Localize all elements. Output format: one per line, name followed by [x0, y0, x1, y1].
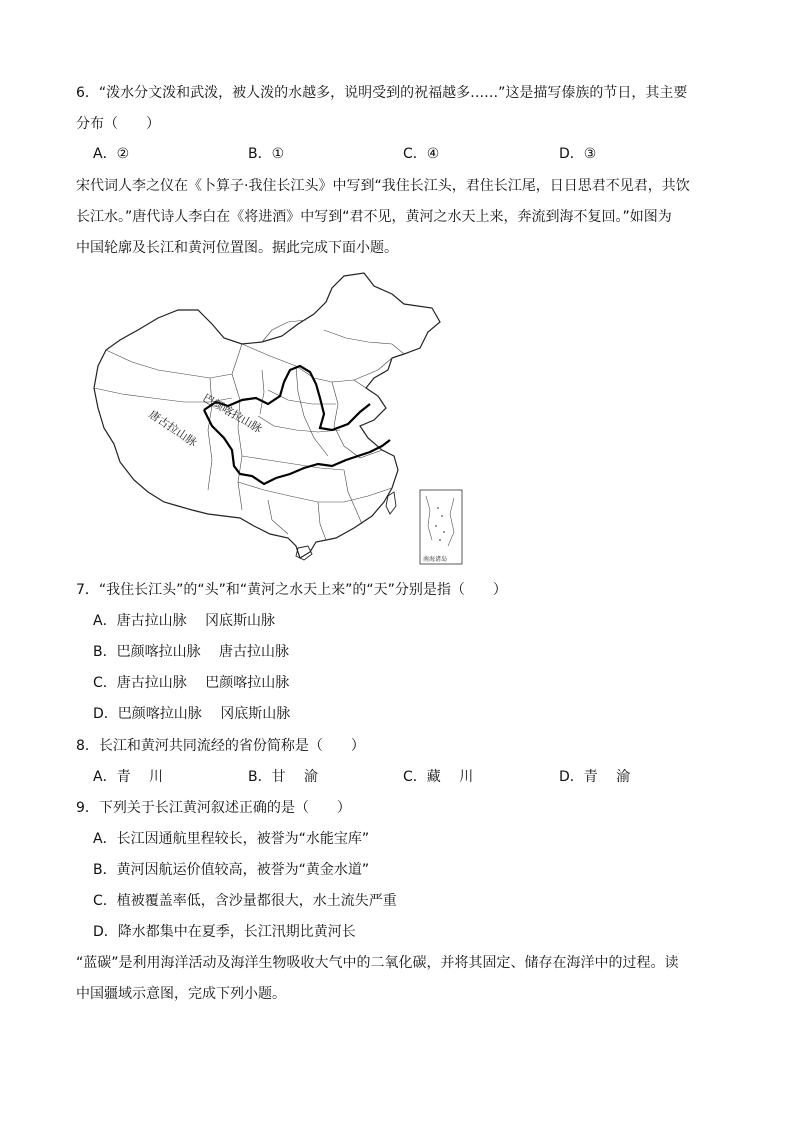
q6-option-b: B．① [248, 146, 285, 162]
q7-option-a: A．唐古拉山脉 冈底斯山脉 [93, 613, 276, 629]
q8-option-d: D．青 渝 [559, 769, 631, 785]
inset-label: 南海诸岛 [423, 556, 448, 563]
q6-option-d: D．③ [559, 146, 597, 162]
china-map-svg [92, 270, 464, 570]
south-china-sea-inset [420, 490, 462, 564]
china-map [92, 270, 464, 570]
q7-option-b: B．巴颜喀拉山脉 唐古拉山脉 [93, 644, 290, 660]
q9-option-d: D．降水都集中在夏季，长江汛期比黄河长 [93, 924, 356, 940]
intro-line2: 长江水。”唐代诗人李白在《将进酒》中写到“君不见，黄河之水天上来，奔流到海不复回。”如图为 [76, 209, 672, 225]
q6-stem-line2: 分布（ ） [76, 116, 160, 132]
outro-line2: 中国疆域示意图，完成下列小题。 [76, 986, 286, 1002]
q8-option-b: B．甘 渝 [248, 769, 319, 785]
label-tanggula: 唐古拉山脉 [146, 407, 200, 450]
q6-stem-line1: 6．“泼水分文泼和武泼，被人泼的水越多，说明受到的祝福越多……”这是描写傣族的节日，其主要 [76, 85, 688, 101]
intro-line3: 中国轮廓及长江和黄河位置图。据此完成下面小题。 [76, 240, 398, 256]
q9-option-b: B．黄河因航运价值较高，被誉为“黄金水道” [93, 862, 370, 878]
q8-stem: 8．长江和黄河共同流经的省份简称是（ ） [76, 738, 365, 754]
yellow-river [204, 366, 370, 430]
q9-option-a: A．长江因通航里程较长，被誉为“水能宝库” [93, 831, 370, 847]
q7-option-c: C．唐古拉山脉 巴颜喀拉山脉 [93, 675, 290, 691]
q7-option-d: D．巴颜喀拉山脉 冈底斯山脉 [93, 706, 291, 722]
q9-stem: 9．下列关于长江黄河叙述正确的是（ ） [76, 800, 351, 816]
china-outline [94, 273, 440, 558]
q8-option-a: A．青 川 [93, 769, 164, 785]
q6-option-a: A．② [93, 146, 130, 162]
label-bayan-har: 巴颜喀拉山脉 [200, 391, 265, 436]
outro-line1: “蓝碳”是利用海洋活动及海洋生物吸收大气中的二氧化碳，并将其固定、储存在海洋中的过程。读 [76, 955, 679, 971]
q6-option-c: C．④ [403, 146, 440, 162]
yangtze-river [204, 410, 390, 484]
intro-line1: 宋代词人李之仪在《卜算子·我住长江头》中写到“我住长江头，君住长江尾，日日思君不见君，共饮 [76, 178, 690, 194]
q8-option-c: C．藏 川 [403, 769, 474, 785]
q9-option-c: C．植被覆盖率低，含沙量都很大，水土流失严重 [93, 893, 397, 909]
q7-stem: 7．“我住长江头”的“头”和“黄河之水天上来”的“天”分别是指（ ） [76, 582, 507, 598]
